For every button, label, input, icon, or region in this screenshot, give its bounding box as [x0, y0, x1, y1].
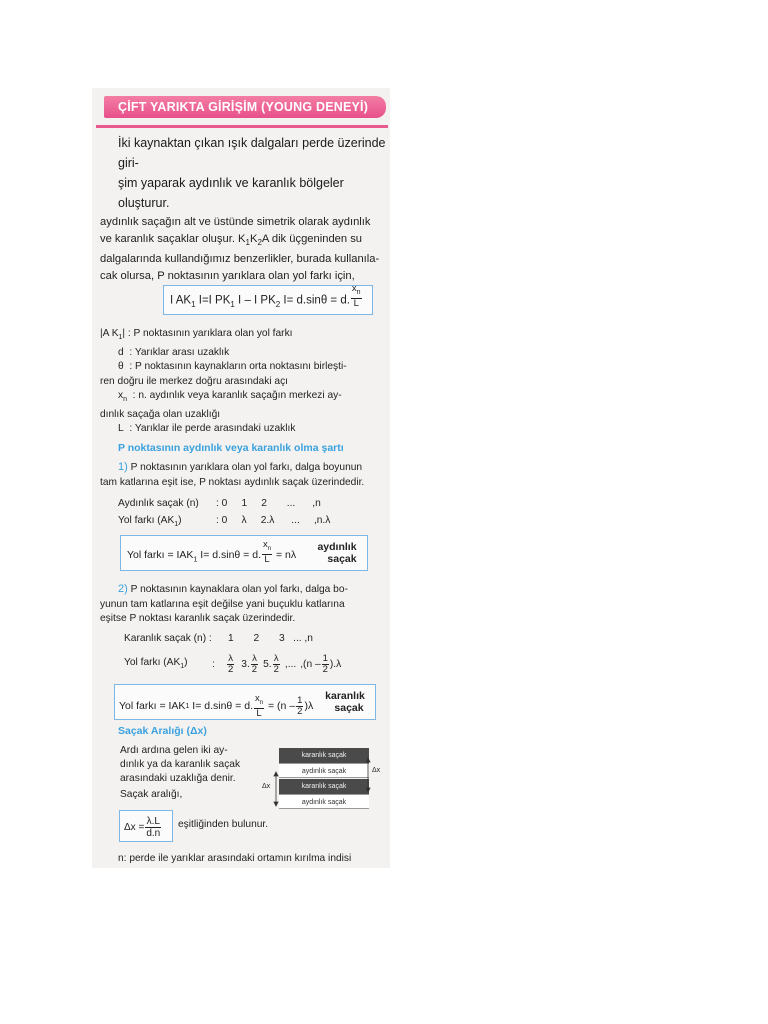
spacing-formula-lhs: Δx =	[124, 822, 145, 833]
condition-1-text: P noktasının yarıklara olan yol farkı, dalga boyunun	[130, 462, 363, 473]
para-line-2-c: K	[249, 232, 258, 245]
dx-arrow-right-bottom	[366, 788, 370, 792]
bright-row-values: : 0 1 2 ... ,n	[216, 498, 321, 509]
dark-term-3-den: 2	[273, 663, 279, 675]
condition-2-number: 2)	[118, 583, 128, 595]
fringe-dark-2: karanlık saçak	[279, 779, 369, 794]
def-d	[100, 346, 390, 361]
dark-path-sub: 1	[180, 663, 185, 671]
f1-frac-num: x	[351, 283, 357, 294]
bright-path-label	[118, 515, 216, 532]
f3-right: I= d.sinθ = d.	[189, 700, 253, 713]
def-xn	[100, 389, 390, 408]
bright-fringe-table	[118, 498, 388, 532]
f1-left: I AK	[170, 294, 192, 307]
def-d-text: : Yarıklar arası uzaklık	[129, 346, 230, 358]
def-theta	[100, 360, 390, 375]
symbol-definitions	[100, 327, 390, 437]
para-line-2-e: A dik üçgeninden su	[261, 232, 363, 245]
f3-left: Yol farkı = IAK	[119, 700, 186, 713]
def-l	[100, 422, 390, 437]
def-ak1-sub: 1	[118, 334, 123, 342]
f2-label	[309, 541, 365, 565]
def-theta-cont: ren doğru ile merkez doğru arasındaki açı	[100, 375, 289, 387]
intro-text	[118, 133, 388, 213]
spacing-line-2: dınlık ya da karanlık saçak	[120, 759, 241, 770]
f2-frac-num: x	[263, 539, 268, 550]
bright-path-row	[118, 515, 388, 532]
dark-tail-a: ,(n –	[300, 658, 321, 670]
dark-term-2-num: λ	[252, 652, 257, 664]
dx-arrow-left-top	[274, 772, 278, 776]
bright-path-label-text: Yol farkı (AK	[118, 515, 175, 526]
para-sub-2: 2	[257, 237, 262, 247]
bright-row-label: Aydınlık saçak (n)	[118, 498, 199, 509]
condition-2-text: P noktasının kaynaklara olan yol farkı, dalga bo-	[130, 584, 348, 595]
def-l-text: : Yarıklar ile perde arasındaki uzaklık	[129, 423, 296, 435]
f2-frac-den: L	[264, 553, 270, 565]
f3-half	[296, 696, 303, 717]
condition-1-number: 1)	[118, 461, 128, 473]
dark-path-label-text: Yol farkı (AK	[124, 657, 181, 669]
dark-fringe-formula	[114, 684, 376, 720]
dark-term-3	[273, 654, 280, 675]
spacing-formula-expr	[124, 816, 162, 839]
f2-sub: 1	[193, 556, 198, 564]
condition-2-line-2: yunun tam katlarına eşit değilse yani buçuklu katlarına	[100, 598, 345, 610]
fringe-light-1: aydınlık saçak	[279, 763, 369, 778]
dx-label-right: Δx	[372, 767, 381, 774]
para-sub-1: 1	[245, 237, 250, 247]
def-d-symbol: d	[118, 346, 124, 358]
spacing-text	[120, 744, 270, 802]
f1-mid2: I – I PK	[234, 294, 276, 307]
path-difference-formula	[163, 285, 373, 315]
fringe-arrows	[258, 750, 388, 814]
spacing-formula	[119, 810, 173, 842]
f3-frac-den: L	[256, 707, 262, 719]
f3-frac-num-sub: n	[259, 699, 264, 706]
para-line-1: aydınlık saçağın alt ve üstünde simetrik olarak aydınlık	[100, 216, 371, 228]
dark-path-row	[124, 651, 384, 677]
explanation-paragraph	[100, 214, 390, 284]
dark-path-label	[124, 657, 212, 670]
section-title: ÇİFT YARIKTA GİRİŞİM (YOUNG DENEYİ)	[104, 96, 386, 118]
spacing-heading: Saçak Aralığı (Δx)	[118, 725, 207, 737]
f1-right: I= d.sinθ = d.	[280, 294, 350, 307]
dark-term-2	[251, 654, 258, 675]
f1-fraction	[351, 284, 362, 309]
dark-coef-5: 5.	[263, 658, 272, 670]
spacing-fraction	[145, 816, 161, 839]
f1-sub2: 1	[230, 299, 235, 309]
para-line-2	[100, 231, 390, 252]
f2-expression	[127, 539, 297, 565]
f3-frac-num: x	[255, 693, 260, 704]
bright-path-values: : 0 λ 2.λ ... ,n.λ	[216, 515, 331, 526]
dark-fringe-table	[124, 633, 384, 677]
def-ak1	[100, 327, 390, 346]
dark-tail-b: ).λ	[329, 658, 342, 670]
f3-label	[317, 690, 373, 714]
dark-term-1-num: λ	[228, 652, 234, 664]
def-l-symbol: L	[118, 423, 124, 435]
f3-label-2: saçak	[334, 702, 364, 714]
dx-arrow-left-bottom	[274, 802, 278, 806]
f1-frac-num-sub: n	[356, 288, 361, 296]
f2-label-2: saçak	[327, 553, 357, 565]
refractive-index-note: n: perde ile yarıklar arasındaki ortamın kırılma indisi	[118, 853, 352, 864]
title-divider	[96, 125, 388, 128]
dx-arrow-right-top	[366, 758, 370, 762]
def-xn-sub: n	[123, 396, 127, 404]
dark-colon: :	[212, 658, 215, 670]
f2-left: Yol farkı = IAK	[127, 549, 194, 562]
f3-sub: 1	[185, 702, 190, 710]
spacing-frac-num: λ.L	[146, 816, 160, 827]
spacing-frac-den: d.n	[146, 828, 161, 839]
spacing-line-1: Ardı ardına gelen iki ay-	[120, 745, 228, 756]
f3-half-den: 2	[297, 705, 303, 717]
f3-fraction	[254, 694, 264, 719]
bright-row	[118, 498, 388, 515]
dx-label-left: Δx	[262, 783, 271, 790]
f3-label-1: karanlık	[325, 690, 365, 702]
f3-mid: = (n –	[265, 700, 296, 713]
def-ak1-text: | : P noktasının yarıklara olan yol farkı	[122, 328, 293, 339]
intro-line-2: şim yaparak aydınlık ve karanlık bölgeler oluşturur.	[118, 176, 344, 210]
dark-term-3-num: λ	[273, 652, 279, 664]
spacing-formula-caption: eşitliğinden bulunur.	[178, 819, 269, 830]
dark-path-close: )	[184, 657, 188, 669]
f1-sub1: 1	[191, 299, 196, 309]
f2-frac-num-sub: n	[267, 545, 272, 552]
para-line-3: dalgalarında kullandığımız benzerlikler, burada kullanıla-	[100, 253, 380, 266]
bright-path-sub: 1	[174, 521, 179, 529]
f2-label-1: aydınlık	[317, 541, 357, 553]
spacing-line-3: arasındaki uzaklığa denir.	[120, 773, 236, 784]
dark-row-values: 1 2 3 ... ,n	[228, 633, 313, 644]
f2-right: I= d.sinθ = d.	[197, 549, 261, 562]
dark-ellipsis: ,...	[284, 658, 297, 670]
para-line-4: cak olursa, P noktasının yarıklara olan yol farkı için,	[100, 269, 355, 282]
spacing-line-4: Saçak aralığı,	[120, 789, 183, 800]
def-xn-cont: dınlık saçağa olan uzaklığı	[100, 408, 221, 420]
condition-1-line-1	[100, 460, 390, 476]
dark-row-label: Karanlık saçak (n) :	[124, 633, 212, 644]
def-theta-symbol: θ	[118, 361, 124, 373]
bright-path-close: )	[178, 515, 182, 526]
condition-2-line-1	[100, 582, 390, 598]
dark-term-2-den: 2	[251, 663, 258, 675]
fringe-light-2: aydınlık saçak	[279, 794, 369, 809]
dark-half-den: 2	[322, 663, 328, 675]
def-ak1-symbol: |A K	[100, 328, 119, 339]
f1-mid: I=I PK	[195, 294, 231, 307]
para-line-2-a: ve karanlık saçaklar oluşur. K	[100, 232, 246, 245]
def-theta-text: : P noktasının kaynakların orta noktasını birleşti-	[129, 361, 347, 373]
condition-heading: P noktasının aydınlık veya karanlık olma şartı	[118, 442, 344, 454]
dark-term-1-den: 2	[228, 663, 234, 675]
dark-coef-3: 3.	[241, 658, 250, 670]
f1-sub3: 2	[275, 299, 281, 309]
dark-term-half	[322, 654, 329, 675]
f3-tail: )λ	[304, 700, 314, 713]
f2-fraction	[262, 540, 272, 565]
condition-1	[100, 460, 390, 490]
f1-frac-den: L	[353, 297, 359, 309]
f2-tail: = nλ	[273, 549, 297, 562]
dark-term-1	[227, 654, 234, 675]
condition-1-line-2: tam katlarına eşit ise, P noktası aydınlık saçak üzerindedir.	[100, 476, 365, 488]
f3-half-num: 1	[297, 694, 303, 706]
fringe-dark-1: karanlık saçak	[279, 748, 369, 763]
f3-expression	[119, 694, 313, 719]
bright-fringe-formula	[120, 535, 368, 571]
dark-row	[124, 633, 384, 651]
intro-line-1: İki kaynaktan çıkan ışık dalgaları perde üzerinde giri-	[118, 136, 386, 170]
def-xn-text: : n. aydınlık veya karanlık saçağın merkezi ay-	[132, 390, 342, 402]
def-xn-symbol: x	[118, 390, 124, 402]
condition-2	[100, 582, 390, 627]
dark-half-num: 1	[322, 652, 328, 664]
condition-2-line-3: eşitse P noktası karanlık saçak üzerindedir.	[100, 613, 296, 624]
